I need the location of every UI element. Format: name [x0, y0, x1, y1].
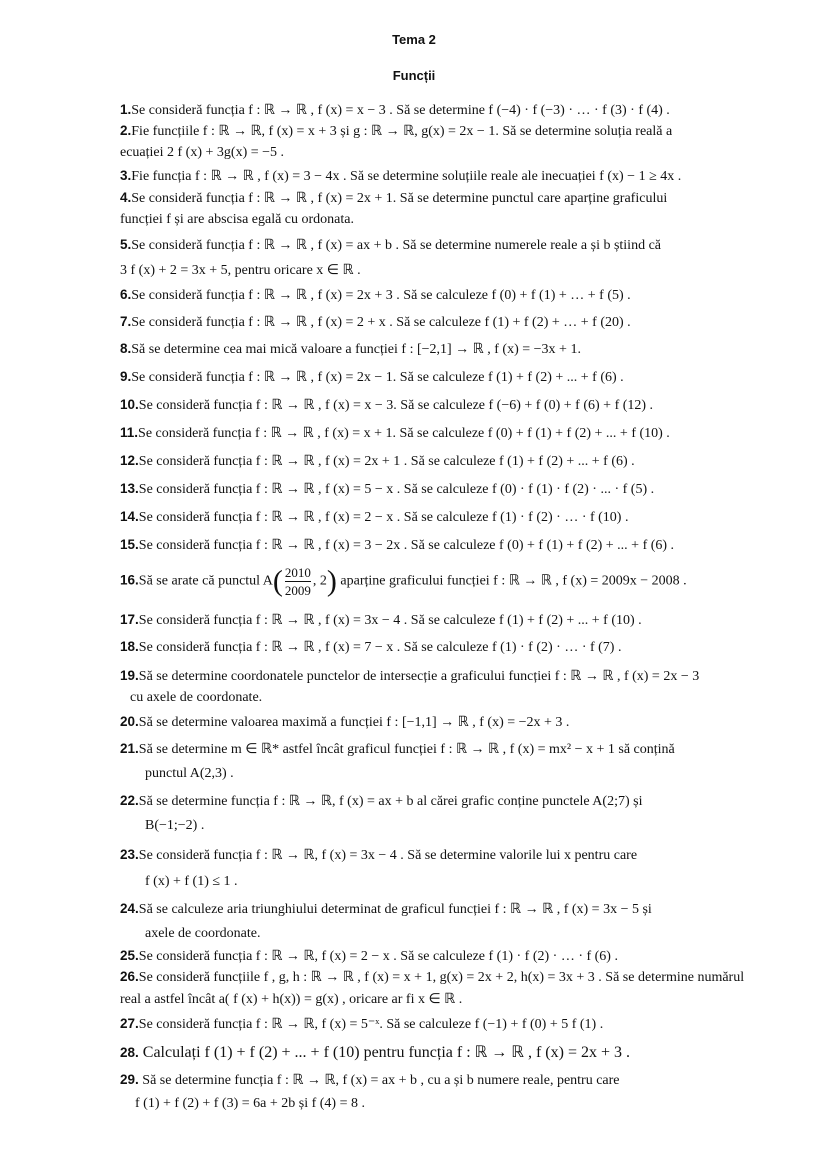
exercise-text: Se consideră funcția f : ℝ → ℝ , f (x) = x − 3. Să se calculeze f (−6) + f (0) + f (6) + f (12) . [138, 398, 654, 413]
exercise-text-continued: f (1) + f (2) + f (3) = 6a + 2b și f (4) = 8 . [135, 1096, 365, 1111]
exercise-text: aparține graficului funcției f : ℝ → ℝ , f (x) = 2009x − 2008 . [336, 573, 687, 589]
exercise-15 [120, 537, 674, 554]
exercise-text: Se consideră funcția f : ℝ → ℝ, f (x) = 3x − 4 . Să se determine valorile lui x pentru care [138, 848, 638, 863]
point-coordinate: , 2 [312, 573, 327, 589]
exercise-text: Să se determine funcția f : ℝ → ℝ, f (x) = ax + b al cărei grafic conține punctele A(2;7) și [138, 794, 643, 809]
exercise-text-continued: funcției f și are abscisa egală cu ordonata. [120, 212, 355, 227]
exercise-text: Să se determine coordonatele punctelor de intersecție a graficului funcției f : ℝ → ℝ , f (x) = 2x − 3 [138, 669, 700, 684]
fraction-numerator: 2010 [284, 565, 311, 580]
exercise-text: Să se determine m ∈ ℝ* astfel încât graficul funcției f : ℝ → ℝ , f (x) = mx² − x + 1 să conțină [138, 742, 675, 757]
document-subtitle: Funcții [392, 68, 436, 83]
exercise-3 [120, 168, 681, 185]
exercise-text: Să se calculeze aria triunghiului determinat de graficul funcției f : ℝ → ℝ , f (x) = 3x − 5 și [138, 902, 652, 917]
exercise-text: Se consideră funcția f : ℝ → ℝ , f (x) = 3x − 4 . Să se calculeze f (1) + f (2) + ... + f (10) . [138, 613, 642, 628]
exercise-text-continued: punctul A(2,3) . [145, 766, 234, 781]
exercise-number: 19. [120, 668, 139, 683]
paren-left: ( [272, 564, 283, 598]
exercise-27 [120, 1016, 603, 1033]
exercise-number: 14. [120, 509, 139, 524]
exercise-number: 15. [120, 537, 139, 552]
exercise-21 [120, 741, 675, 758]
exercise-text: Se consideră funcția f : ℝ → ℝ , f (x) = 2x + 3 . Să se calculeze f (0) + f (1) + … + f (5) . [131, 288, 631, 303]
exercise-22 [120, 793, 642, 810]
document-title: Tema 2 [392, 32, 436, 47]
exercise-23 [120, 847, 637, 864]
exercise-4 [120, 190, 667, 207]
exercise-11 [120, 425, 670, 442]
exercise-24 [120, 901, 652, 918]
exercise-text-continued: B(−1;−2) . [145, 818, 205, 833]
exercise-26 [120, 969, 744, 986]
exercise-13 [120, 481, 654, 498]
exercise-10 [120, 397, 653, 414]
exercise-text: Se consideră funcția f : ℝ → ℝ, f (x) = 5⁻ˣ. Să se calculeze f (−1) + f (0) + 5 f (1) . [138, 1017, 604, 1032]
exercise-17 [120, 612, 642, 629]
exercise-text: Se consideră funcția f : ℝ → ℝ , f (x) = x + 1. Să se calculeze f (0) + f (1) + f (2) + ... + f (10) . [138, 426, 670, 441]
exercise-9 [120, 369, 624, 386]
exercise-text: Se consideră funcția f : ℝ → ℝ , f (x) = 2 − x . Să se calculeze f (1) · f (2) · … · f (10) . [138, 510, 629, 525]
exercise-number: 21. [120, 741, 139, 756]
exercise-20 [120, 714, 569, 731]
exercise-1 [120, 102, 670, 119]
fraction-denominator: 2009 [284, 583, 311, 598]
exercise-text: Se consideră funcția f : ℝ → ℝ , f (x) = 3 − 2x . Să se calculeze f (0) + f (1) + f (2) + ... + f (6) . [138, 538, 675, 553]
exercise-2 [120, 123, 672, 140]
exercise-text: Să se determine valoarea maximă a funcției f : [−1,1] → ℝ , f (x) = −2x + 3 . [138, 715, 570, 730]
exercise-29 [120, 1072, 620, 1089]
exercise-text-continued: axele de coordonate. [145, 926, 261, 941]
exercise-text: Se consideră funcția f : ℝ → ℝ , f (x) = 5 − x . Să se calculeze f (0) · f (1) · f (2) · ... · f (5) . [138, 482, 655, 497]
exercise-number: 18. [120, 639, 139, 654]
exercise-number: 9. [120, 369, 132, 384]
exercise-text: Să se determine cea mai mică valoare a funcției f : [−2,1] → ℝ , f (x) = −3x + 1. [131, 342, 581, 357]
exercise-text-continued: 3 f (x) + 2 = 3x + 5, pentru oricare x ∈ ℝ . [120, 263, 361, 278]
exercise-text: Să se determine funcția f : ℝ → ℝ, f (x) = ax + b , cu a și b numere reale, pentru care [138, 1073, 620, 1088]
exercise-text: Se consideră funcția f : ℝ → ℝ , f (x) = 2x + 1. Să se determine punctul care aparține graficului [131, 191, 668, 206]
exercise-text: Se consideră funcția f : ℝ → ℝ , f (x) = 7 − x . Să se calculeze f (1) · f (2) · … · f (7) . [138, 640, 622, 655]
exercise-text: Se consideră funcția f : ℝ → ℝ, f (x) = 2 − x . Să se calculeze f (1) · f (2) · … · f (6) . [138, 949, 618, 964]
exercise-number: 2. [120, 123, 132, 138]
exercise-25 [120, 948, 618, 965]
exercise-number: 17. [120, 612, 139, 627]
exercise-number: 24. [120, 901, 139, 916]
exercise-text-continued: ecuației 2 f (x) + 3g(x) = −5 . [120, 145, 285, 160]
exercise-number: 13. [120, 481, 139, 496]
exercise-number: 4. [120, 190, 132, 205]
exercise-text: Se consideră funcțiile f , g, h : ℝ → ℝ , f (x) = x + 1, g(x) = 2x + 2, h(x) = 3x + 3 . Să se determine numărul [138, 970, 745, 985]
exercise-text: Se consideră funcția f : ℝ → ℝ , f (x) = ax + b . Să se determine numerele reale a și b știind că [131, 238, 662, 253]
exercise-5 [120, 237, 661, 254]
exercise-text: Se consideră funcția f : ℝ → ℝ , f (x) = 2x − 1. Să se calculeze f (1) + f (2) + ... + f (6) . [131, 370, 624, 385]
exercise-12 [120, 453, 635, 470]
exercise-number: 16. [120, 572, 139, 588]
exercise-number: 22. [120, 793, 139, 808]
exercise-19 [120, 668, 699, 685]
exercise-number: 20. [120, 714, 139, 729]
exercise-text-continued: cu axele de coordonate. [130, 690, 263, 705]
exercise-number: 7. [120, 314, 132, 329]
exercise-number: 6. [120, 287, 132, 302]
exercise-text: Fie funcția f : ℝ → ℝ , f (x) = 3 − 4x . Să se determine soluțiile reale ale inecuației f (x) − 1 ≥ 4x . [131, 169, 682, 184]
exercise-text: Să se arate că punctul A [138, 573, 273, 589]
exercise-number: 26. [120, 969, 139, 984]
exercise-text: Se consideră funcția f : ℝ → ℝ , f (x) = 2 + x . Să se calculeze f (1) + f (2) + … + f (20) . [131, 315, 631, 330]
exercise-16 [120, 564, 687, 599]
exercise-28 [120, 1042, 630, 1062]
exercise-number: 23. [120, 847, 139, 862]
exercise-text-continued: real a astfel încât a( f (x) + h(x)) = g(x) , oricare ar fi x ∈ ℝ . [120, 992, 463, 1007]
exercise-number: 25. [120, 948, 139, 963]
exercise-text: Se consideră funcția f : ℝ → ℝ , f (x) = 2x + 1 . Să se calculeze f (1) + f (2) + ... + f (6) . [138, 454, 635, 469]
exercise-number: 8. [120, 341, 132, 356]
exercise-14 [120, 509, 628, 526]
exercise-text: Calculați f (1) + f (2) + ... + f (10) pentru funcția f : ℝ → ℝ , f (x) = 2x + 3 . [138, 1044, 631, 1061]
exercise-number: 3. [120, 168, 132, 183]
exercise-number: 5. [120, 237, 132, 252]
exercise-7 [120, 314, 631, 331]
exercise-number: 12. [120, 453, 139, 468]
exercise-text: Se consideră funcția f : ℝ → ℝ , f (x) = x − 3 . Să se determine f (−4) · f (−3) · … · f (3) · f (4) . [131, 103, 670, 118]
exercise-text-continued: f (x) + f (1) ≤ 1 . [145, 874, 238, 889]
exercise-text: Fie funcțiile f : ℝ → ℝ, f (x) = x + 3 și g : ℝ → ℝ, g(x) = 2x − 1. Să se determine soluția reală a [131, 124, 673, 139]
exercise-number: 11. [120, 425, 139, 440]
exercise-18 [120, 639, 621, 656]
exercise-number: 29. [120, 1072, 139, 1087]
paren-right: ) [326, 564, 337, 598]
exercise-number: 28. [120, 1045, 139, 1060]
exercise-number: 10. [120, 397, 139, 412]
exercise-number: 27. [120, 1016, 139, 1031]
exercise-number: 1. [120, 102, 132, 117]
fraction [285, 564, 311, 599]
exercise-8 [120, 341, 581, 358]
exercise-6 [120, 287, 631, 304]
